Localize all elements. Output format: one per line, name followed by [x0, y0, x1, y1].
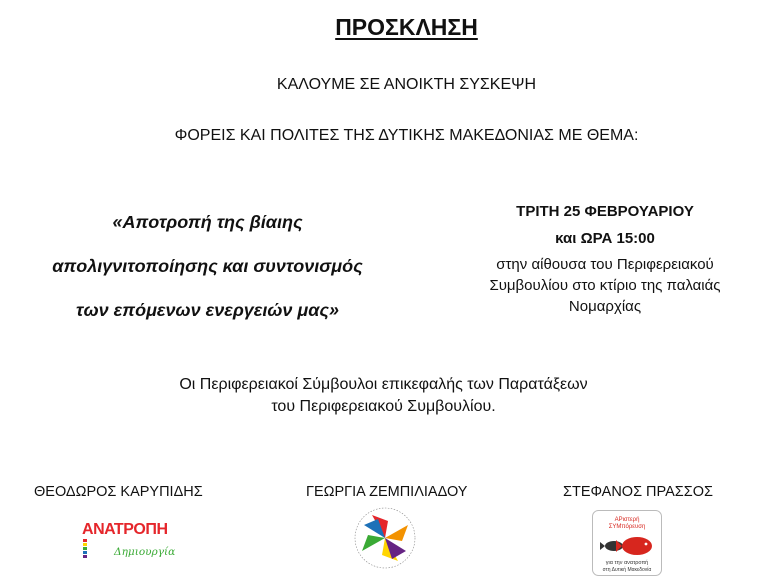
signatory-name: ΣΤΕΦΑΝΟΣ ΠΡΑΣΣΟΣ — [563, 484, 713, 500]
logo-text-line: ΑΡιστερή — [614, 517, 640, 523]
signatory-name: ΘΕΟΔΩΡΟΣ ΚΑΡΥΠΙΔΗΣ — [34, 484, 203, 500]
meeting-time: και ΩΡΑ 15:00 — [555, 230, 655, 247]
audience-line: ΦΟΡΕΙΣ ΚΑΙ ΠΟΛΙΤΕΣ ΤΗΣ ΔΥΤΙΚΗΣ ΜΑΚΕΔΟΝΙΑΣ ΜΕ ΘΕΜΑ: — [174, 127, 639, 144]
meeting-subject — [10, 200, 405, 332]
place-line: Νομαρχίας — [568, 298, 642, 315]
elpida-pinwheel-logo — [350, 503, 420, 573]
invitation-title: ΠΡΟΣΚΛΗΣΗ — [335, 14, 478, 40]
anatropi-logo — [80, 514, 180, 560]
subject-line: των επόμενων ενεργειών μας» — [76, 300, 339, 320]
subject-line: «Αποτροπή της βίαιης — [112, 212, 303, 232]
subject-line: απολιγνιτοποίησης και συντονισμός — [52, 256, 363, 276]
signers-statement — [0, 374, 767, 418]
place-line: στην αίθουσα του Περιφερειακού — [496, 256, 714, 273]
meeting-date: ΤΡΙΤΗ 25 ΦΕΒΡΟΥΑΡΙΟΥ — [516, 203, 694, 220]
logo-sub2: στη Δυτική Μακεδονία — [602, 567, 652, 573]
signers-line: Οι Περιφερειακοί Σύμβουλοι επικεφαλής των Παρατάξεων — [179, 376, 588, 393]
meeting-details — [445, 198, 765, 317]
fish-logo — [592, 510, 662, 576]
logo-text: ΑΝΑΤΡΟΠΗ — [82, 521, 168, 538]
logo-text-line: ΣΥΜπόρευση — [608, 524, 646, 530]
place-line: Συμβουλίου στο κτίριο της παλαιάς — [489, 277, 721, 294]
signatory-name: ΓΕΩΡΓΙΑ ΖΕΜΠΙΛΙΑΔΟΥ — [306, 484, 468, 500]
logo-sub: για την ανατροπή — [605, 560, 649, 566]
call-line: ΚΑΛΟΥΜΕ ΣΕ ΑΝΟΙΚΤΗ ΣΥΣΚΕΨΗ — [276, 76, 537, 93]
logo-sub: Δημιουργία — [114, 546, 176, 558]
meeting-place — [445, 254, 765, 317]
signers-line: του Περιφερειακού Συμβουλίου. — [271, 398, 496, 415]
